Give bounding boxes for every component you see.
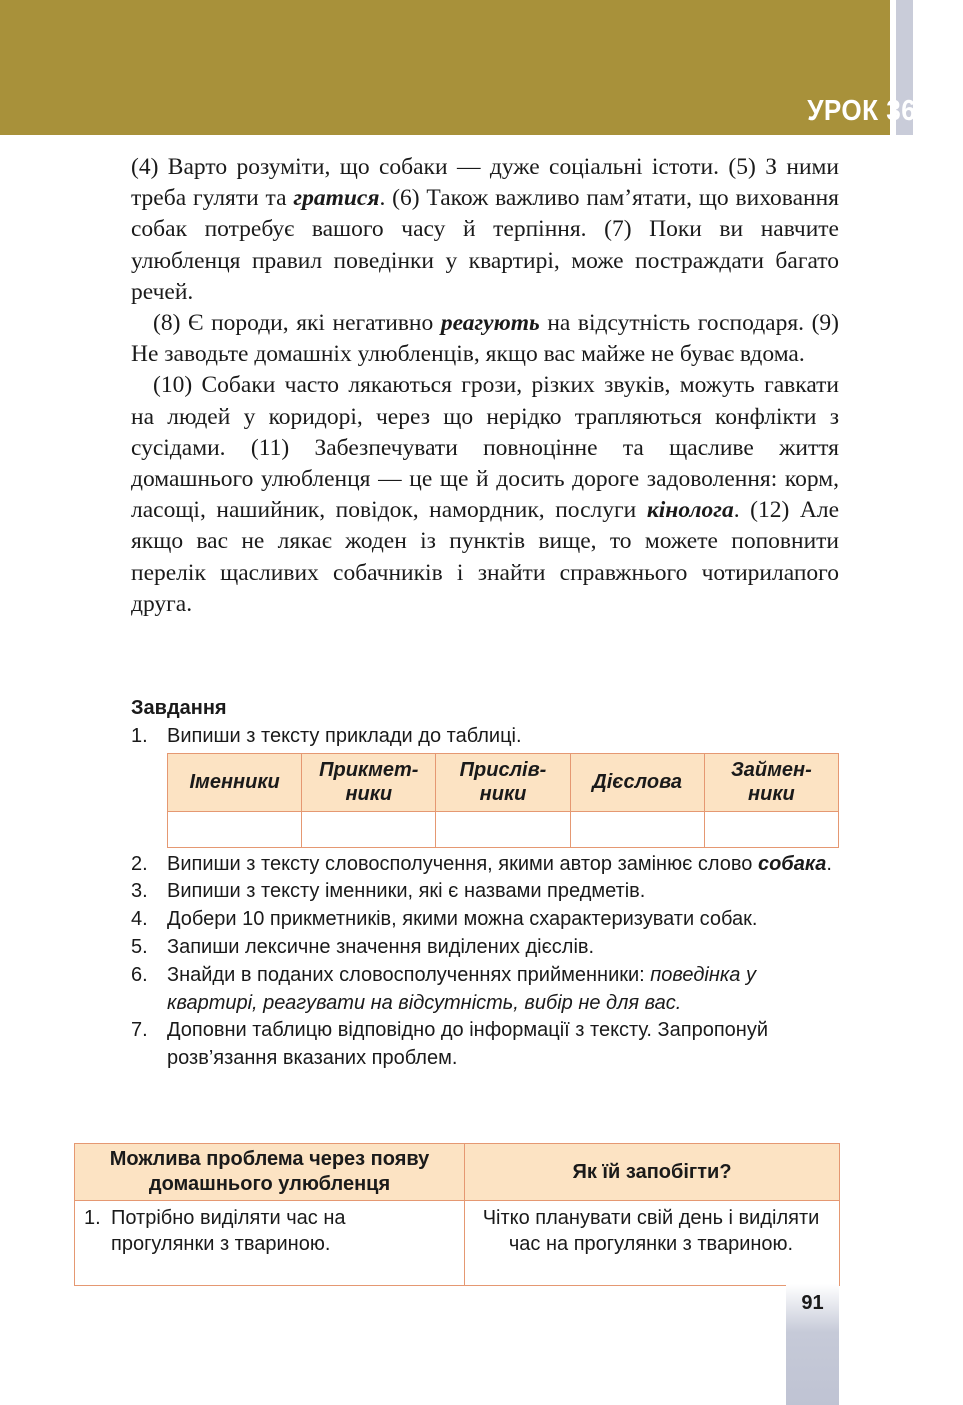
task-number: 6. (131, 963, 148, 986)
table-cell (168, 811, 302, 847)
task-keyword: собака (757, 852, 827, 875)
task-3 (131, 878, 839, 906)
task-text: Випиши з тексту словосполучення, якими автор замінює слово (167, 852, 758, 875)
highlighted-word: гратися (293, 185, 380, 212)
paragraph-1: (4) Варто розуміти, що собаки — дуже соціальні істоти. (5) З ними треба гуляти та гратися. (6) Також важливо пам’ятати, що виховання собак потребує вашого часу й терпіння. (7) Поки ви навчите улюбленця правил поведінки у квартирі, може постраждати багато речей. (131, 154, 839, 305)
table-row (75, 1201, 840, 1286)
reading-text (131, 152, 839, 620)
table-header-row (75, 1144, 840, 1201)
task-2 (131, 851, 839, 879)
paragraph-2: (8) Є породи, які негативно реагують на відсутність господаря. (9) Не заводьте домашніх улюбленців, якщо вас майже не буває вдома. (131, 310, 839, 368)
problem-text: Потрібно виділяти час на прогулянки з твариною. (111, 1207, 346, 1255)
task-4 (131, 906, 839, 934)
table-cell (436, 811, 570, 847)
tasks-heading: Завдання (131, 697, 227, 719)
task-number: 1. (131, 724, 148, 747)
task-text: Доповни таблицю відповідно до інформації з тексту. Запропонуй розв’язання вказаних проблем. (167, 1019, 768, 1070)
table-row (168, 811, 839, 847)
parts-of-speech-table (167, 753, 839, 848)
task-7 (131, 1017, 839, 1073)
table-header-row (168, 753, 839, 811)
paragraph-3: (10) Собаки часто лякаються грози, різких звуків, можуть гавкати на людей у коридорі, через що нерідко трапляються конфлікти з сусідами. (11) Забезпечувати повноцінне та щасливе життя домашнього улюбленця — це ще й досить дороге задоволення: корм, ласощі, нашийник, повідок, намордник, послуги кінолога. (12) Але якщо вас не лякає жоден із пунктів вище, то можете поповнити перелік щасливих собачників і знайти справжнього чотирилапого друга. (131, 372, 840, 617)
task-text-end: . (826, 852, 832, 875)
task-text: Знайди в поданих словосполученнях прийменники: (167, 963, 651, 986)
tasks-section (131, 695, 839, 1073)
highlighted-word: кінолога (646, 497, 734, 524)
row-number: 1. (84, 1207, 101, 1229)
column-header-pronouns: Займен- ники (704, 753, 838, 811)
column-header-prevention: Як їй запобігти? (465, 1144, 840, 1201)
problems-table (74, 1143, 840, 1286)
task-number: 4. (131, 908, 148, 931)
problem-cell (75, 1201, 465, 1286)
solution-cell: Чітко планувати свій день і виділяти час на прогулянки з твариною. (465, 1201, 840, 1286)
table-cell (302, 811, 436, 847)
column-header-nouns: Іменники (168, 753, 302, 811)
task-number: 5. (131, 935, 148, 958)
page-number: 91 (801, 1292, 824, 1314)
task-text: Добери 10 прикметників, якими можна схарактеризувати собак. (167, 908, 758, 931)
task-5 (131, 934, 839, 962)
task-number: 7. (131, 1019, 148, 1042)
lesson-title: УРОК 36 (807, 95, 917, 127)
highlighted-word: реагують (440, 310, 540, 337)
table-cell (704, 811, 838, 847)
table-cell (570, 811, 704, 847)
task-example-phrases: поведінка у квартирі, реагувати на відсутність, вибір не для вас. (167, 963, 756, 1014)
column-header-verbs: Дієслова (570, 753, 704, 811)
task-text: Випиши з тексту іменники, які є назвами предметів. (167, 880, 646, 903)
task-text: Випиши з тексту приклади до таблиці. (167, 724, 522, 747)
task-number: 3. (131, 880, 148, 903)
column-header-adverbs: Прислів- ники (436, 753, 570, 811)
task-1 (131, 723, 839, 751)
task-number: 2. (131, 852, 148, 875)
task-6 (131, 962, 839, 1018)
column-header-adjectives: Прикмет- ники (302, 753, 436, 811)
task-text: Запиши лексичне значення виділених дієслів. (167, 935, 595, 958)
column-header-problem: Можлива проблема через появу домашнього улюбленця (75, 1144, 465, 1201)
